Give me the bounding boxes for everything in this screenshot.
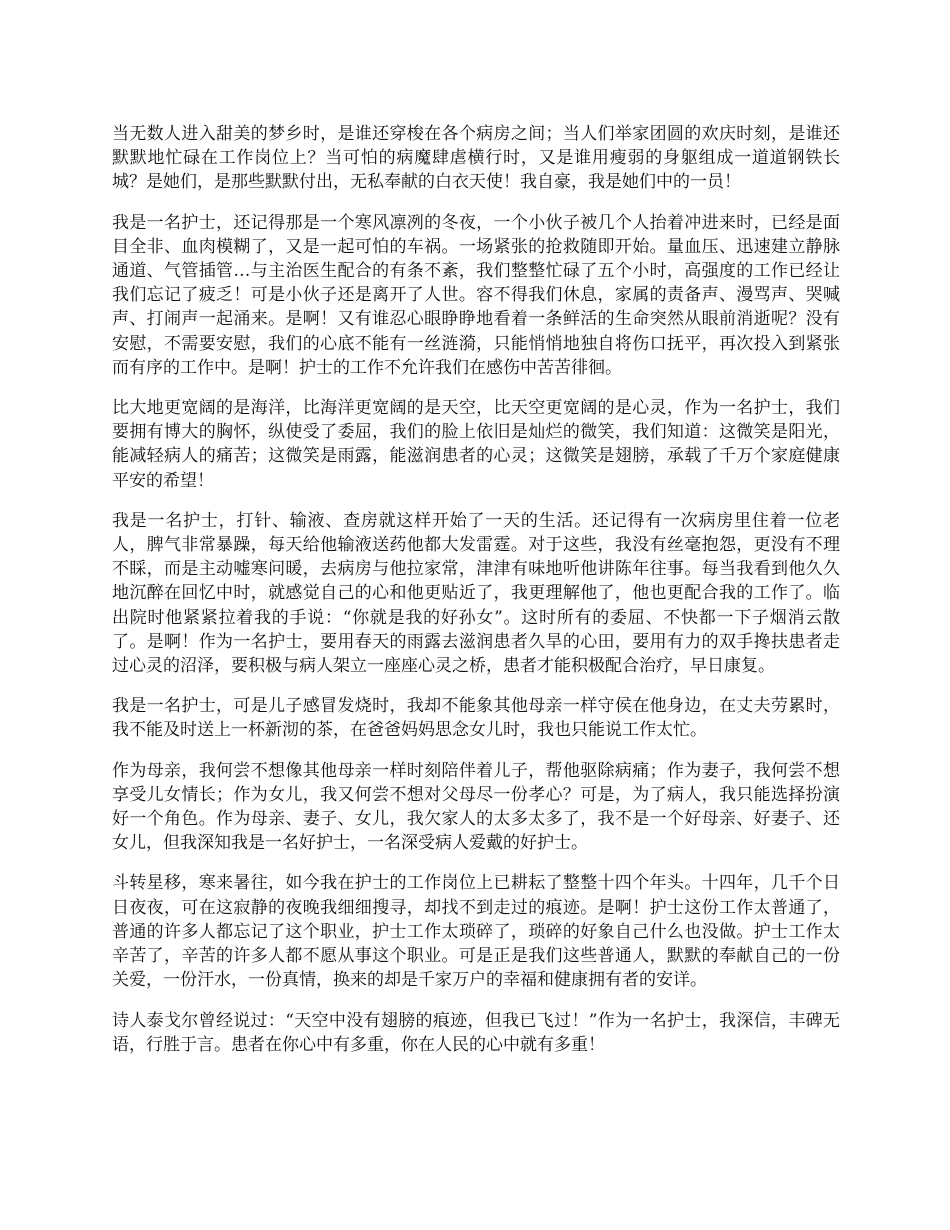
paragraph-3: 比大地更宽阔的是海洋，比海洋更宽阔的是天空，比天空更宽阔的是心灵，作为一名护士，我们要拥有博大的胸怀，纵使受了委屈，我们的脸上依旧是灿烂的微笑，我们知道：这微笑是阳光，能减轻病人的痛苦；这微笑是雨露，能滋润患者的心灵；这微笑是翅膀，承载了千万个家庭健康平安的希望！ — [112, 398, 840, 491]
paragraph-1: 当无数人进入甜美的梦乡时，是谁还穿梭在各个病房之间；当人们举家团圆的欢庆时刻，是谁还默默地忙碌在工作岗位上？当可怕的病魔肆虐横行时，又是谁用瘦弱的身躯组成一道道钢铁长城？是她们，是那些默默付出，无私奉献的白衣天使！我自豪，我是她们中的一员！ — [112, 124, 840, 193]
paragraph-2: 我是一名护士，还记得那是一个寒风凛冽的冬夜，一个小伙子被几个人抬着冲进来时，已经是面目全非、血肉模糊了，又是一起可怕的车祸。一场紧张的抢救随即开始。量血压、迅速建立静脉通道、气管插管…与主治医生配合的有条不紊，我们整整忙碌了五个小时，高强度的工作已经让我们忘记了疲乏！可是小伙子还是离开了人世。容不得我们休息，家属的责备声、漫骂声、哭喊声、打闹声一起涌来。是啊！又有谁忍心眼睁睁地看着一条鲜活的生命突然从眼前消逝呢？没有安慰，不需要安慰，我们的心底不能有一丝涟漪，只能悄悄地独自将伤口抚平，再次投入到紧张而有序的工作中。是啊！护士的工作不允许我们在感伤中苦苦徘徊。 — [112, 212, 840, 378]
paragraph-6: 作为母亲，我何尝不想像其他母亲一样时刻陪伴着儿子，帮他驱除病痛；作为妻子，我何尝不想享受儿女情长；作为女儿，我又何尝不想对父母尽一份孝心？可是，为了病人，我只能选择扮演好一个角色。作为母亲、妻子、女儿，我欠家人的太多太多了，我不是一个好母亲、好妻子、还女儿，但我深知我是一名好护士，一名深受病人爱戴的好护士。 — [112, 760, 840, 854]
paragraph-5: 我是一名护士，可是儿子感冒发烧时，我却不能象其他母亲一样守侯在他身边，在丈夫劳累时，我不能及时送上一杯新沏的茶，在爸爸妈妈思念女儿时，我也只能说工作太忙。 — [112, 696, 840, 741]
paragraph-7: 斗转星移，寒来暑往，如今我在护士的工作岗位上已耕耘了整整十四个年头。十四年，几千个日日夜夜，可在这寂静的夜晚我细细搜寻，却找不到走过的痕迹。是啊！护士这份工作太普通了，普通的许多人都忘记了这个职业，护士工作太琐碎了，琐碎的好象自己什么也没做。护士工作太辛苦了，辛苦的许多人都不愿从事这个职业。可是正是我们这些普通人，默默的奉献自己的一份关爱，一份汗水，一份真情，换来的却是千家万户的幸福和健康拥有者的安详。 — [112, 873, 840, 991]
paragraph-4: 我是一名护士，打针、输液、查房就这样开始了一天的生活。还记得有一次病房里住着一位老人，脾气非常暴躁，每天给他输液送药他都大发雷霆。对于这些，我没有丝毫抱怨，更没有不理不睬，而是主动嘘寒问暖，去病房与他拉家常，津津有味地听他讲陈年往事。每当我看到他久久地沉醉在回忆中时，就感觉自己的心和他更贴近了，我更理解他了，他也更配合我的工作了。临出院时他紧紧拉着我的手说：“你就是我的好孙女”。这时所有的委屈、不快都一下子烟消云散了。是啊！作为一名护士，要用春天的雨露去滋润患者久旱的心田，要用有力的双手搀扶患者走过心灵的沼泽，要积极与病人架立一座座心灵之桥，患者才能积极配合治疗，早日康复。 — [112, 510, 840, 677]
document-page — [112, 122, 840, 1073]
paragraph-8: 诗人泰戈尔曾经说过：“天空中没有翅膀的痕迹，但我已飞过！”作为一名护士，我深信，丰碑无语，行胜于言。患者在你心中有多重，你在人民的心中就有多重！ — [112, 1010, 840, 1055]
